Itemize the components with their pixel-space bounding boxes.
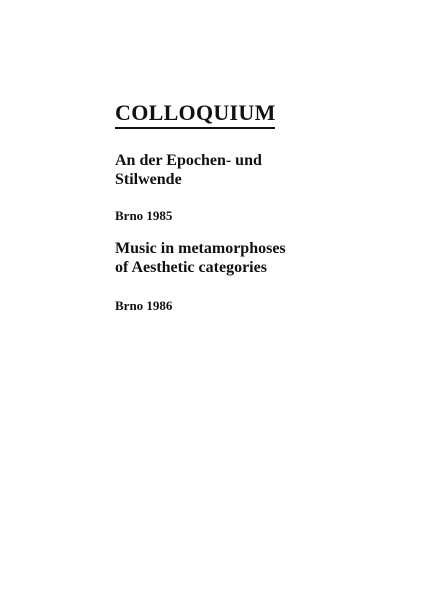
entry-1-place-year: Brno 1985 (115, 208, 173, 223)
entry-2-title-line-1: Music in metamorphoses (115, 240, 286, 257)
title-underline (115, 127, 275, 129)
entry-1-title-line-2: Stilwende (115, 171, 182, 188)
entry-2-place-year: Brno 1986 (115, 298, 173, 313)
entry-2-title-line-2: of Aesthetic categories (115, 259, 267, 276)
entry-1-title (115, 151, 262, 189)
page-title: COLLOQUIUM (115, 100, 276, 125)
entry-2-title (115, 239, 286, 277)
title-block (115, 100, 276, 126)
entry-1-title-line-1: An der Epochen- und (115, 152, 262, 169)
